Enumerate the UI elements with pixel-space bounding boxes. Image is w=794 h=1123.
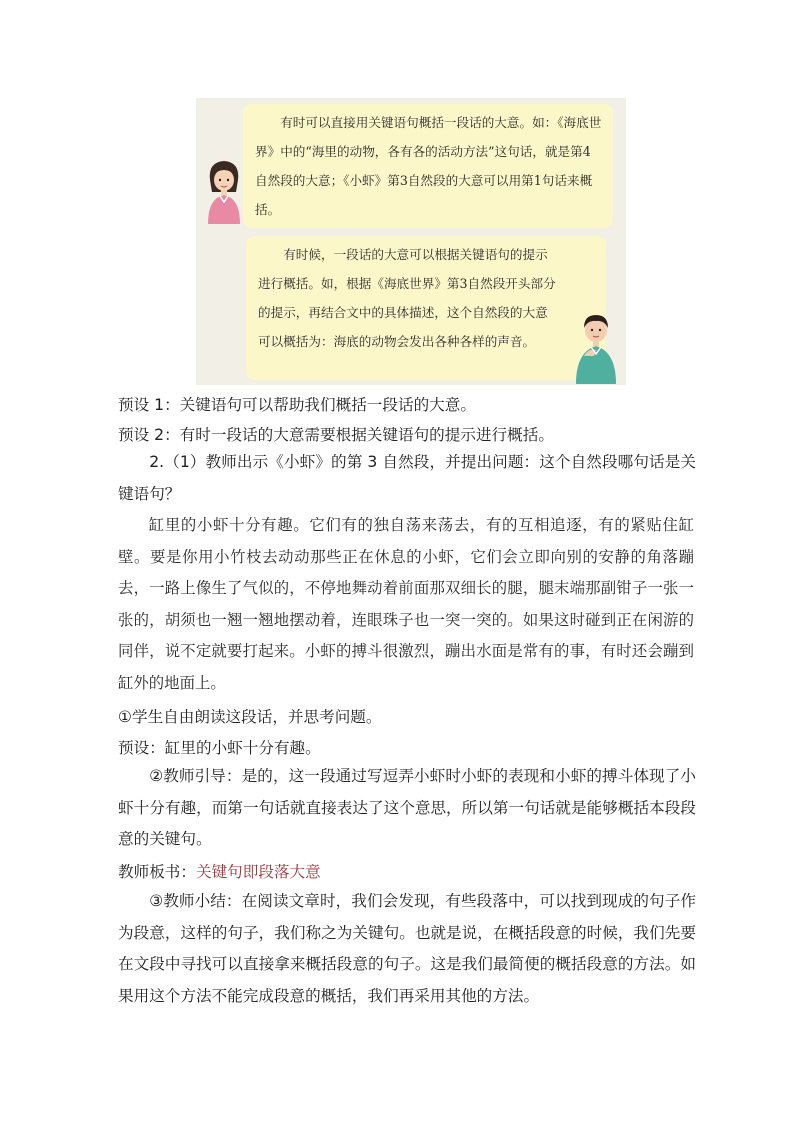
board-writing [118,862,694,882]
textbook-illustration [196,98,626,385]
bubble-text-boy: 有时候，一段话的大意可以根据关键语句的提示进行概括。如，根据《海底世界》第3自然段开头部分的提示，再结合文中的具体描述，这个自然段的大意可以概括为：海底的动物会发出各种各样的声音。 [258,247,556,349]
question-2-text: 2.（1）教师出示《小虾》的第 3 自然段，并提出问题：这个自然段哪句话是关键语句？ [118,453,696,503]
step-2-text: ②教师引导：是的，这一段通过写逗弄小虾时小虾的表现和小虾的搏斗体现了小虾十分有趣，而第一句话就直接表达了这个意思，所以第一句话就是能够概括本段段意的关键句。 [118,767,696,848]
step-3-text: ③教师小结：在阅读文章时，我们会发现，有些段落中，可以找到现成的句子作为段意，这样的句子，我们称之为关键句。也就是说，在概括段意的时候，我们先要在文段中寻找可以直接拿来概括段意的句子。这是我们最简便的概括段意的方法。如果用这个方法不能完成段意的概括，我们再采用其他的方法。 [118,892,696,1005]
excerpt-text: 缸里的小虾十分有趣。它们有的独自荡来荡去，有的互相追逐，有的紧贴住缸壁。要是你用小竹枝去动动那些正在休息的小虾，它们会立即向别的安静的角落蹦去，一路上像生了气似的，不停地舞动着前面那双细长的腿，腿末端那副钳子一张一张的，胡须也一翘一翘地摆动着，连眼珠子也一突一突的。如果这时碰到正在闲游的同伴，说不定就要打起来。小虾的搏斗很激烈，蹦出水面是常有的事，有时还会蹦到缸外的地面上。 [118,516,694,692]
step-1: ①学生自由朗读这段话，并思考问题。 [118,708,382,726]
preset-2: 预设 2：有时一段话的大意需要根据关键语句的提示进行概括。 [118,426,554,444]
board-label: 教师板书： [118,863,196,881]
bubble-text-girl: 有时可以直接用关键语句概括一段话的大意。如：《海底世界》中的“海里的动物，各有各的活动方法”这句话，就是第4自然段的大意；《小虾》第3自然段的大意可以用第1句话来概括。 [255,115,602,217]
board-text: 关键句即段落大意 [195,863,321,881]
boy-illustration-icon [570,310,622,384]
speech-bubble-girl [243,104,613,228]
question-2 [118,447,696,510]
step-2 [118,761,696,856]
girl-illustration-icon [200,158,248,224]
preset-1: 预设 1：关键语句可以帮助我们概括一段话的大意。 [118,396,476,414]
excerpt-xiaoxia [118,510,694,699]
step-3 [118,886,696,1012]
speech-bubble-boy [246,236,606,380]
preset-3: 预设：缸里的小虾十分有趣。 [118,739,321,757]
